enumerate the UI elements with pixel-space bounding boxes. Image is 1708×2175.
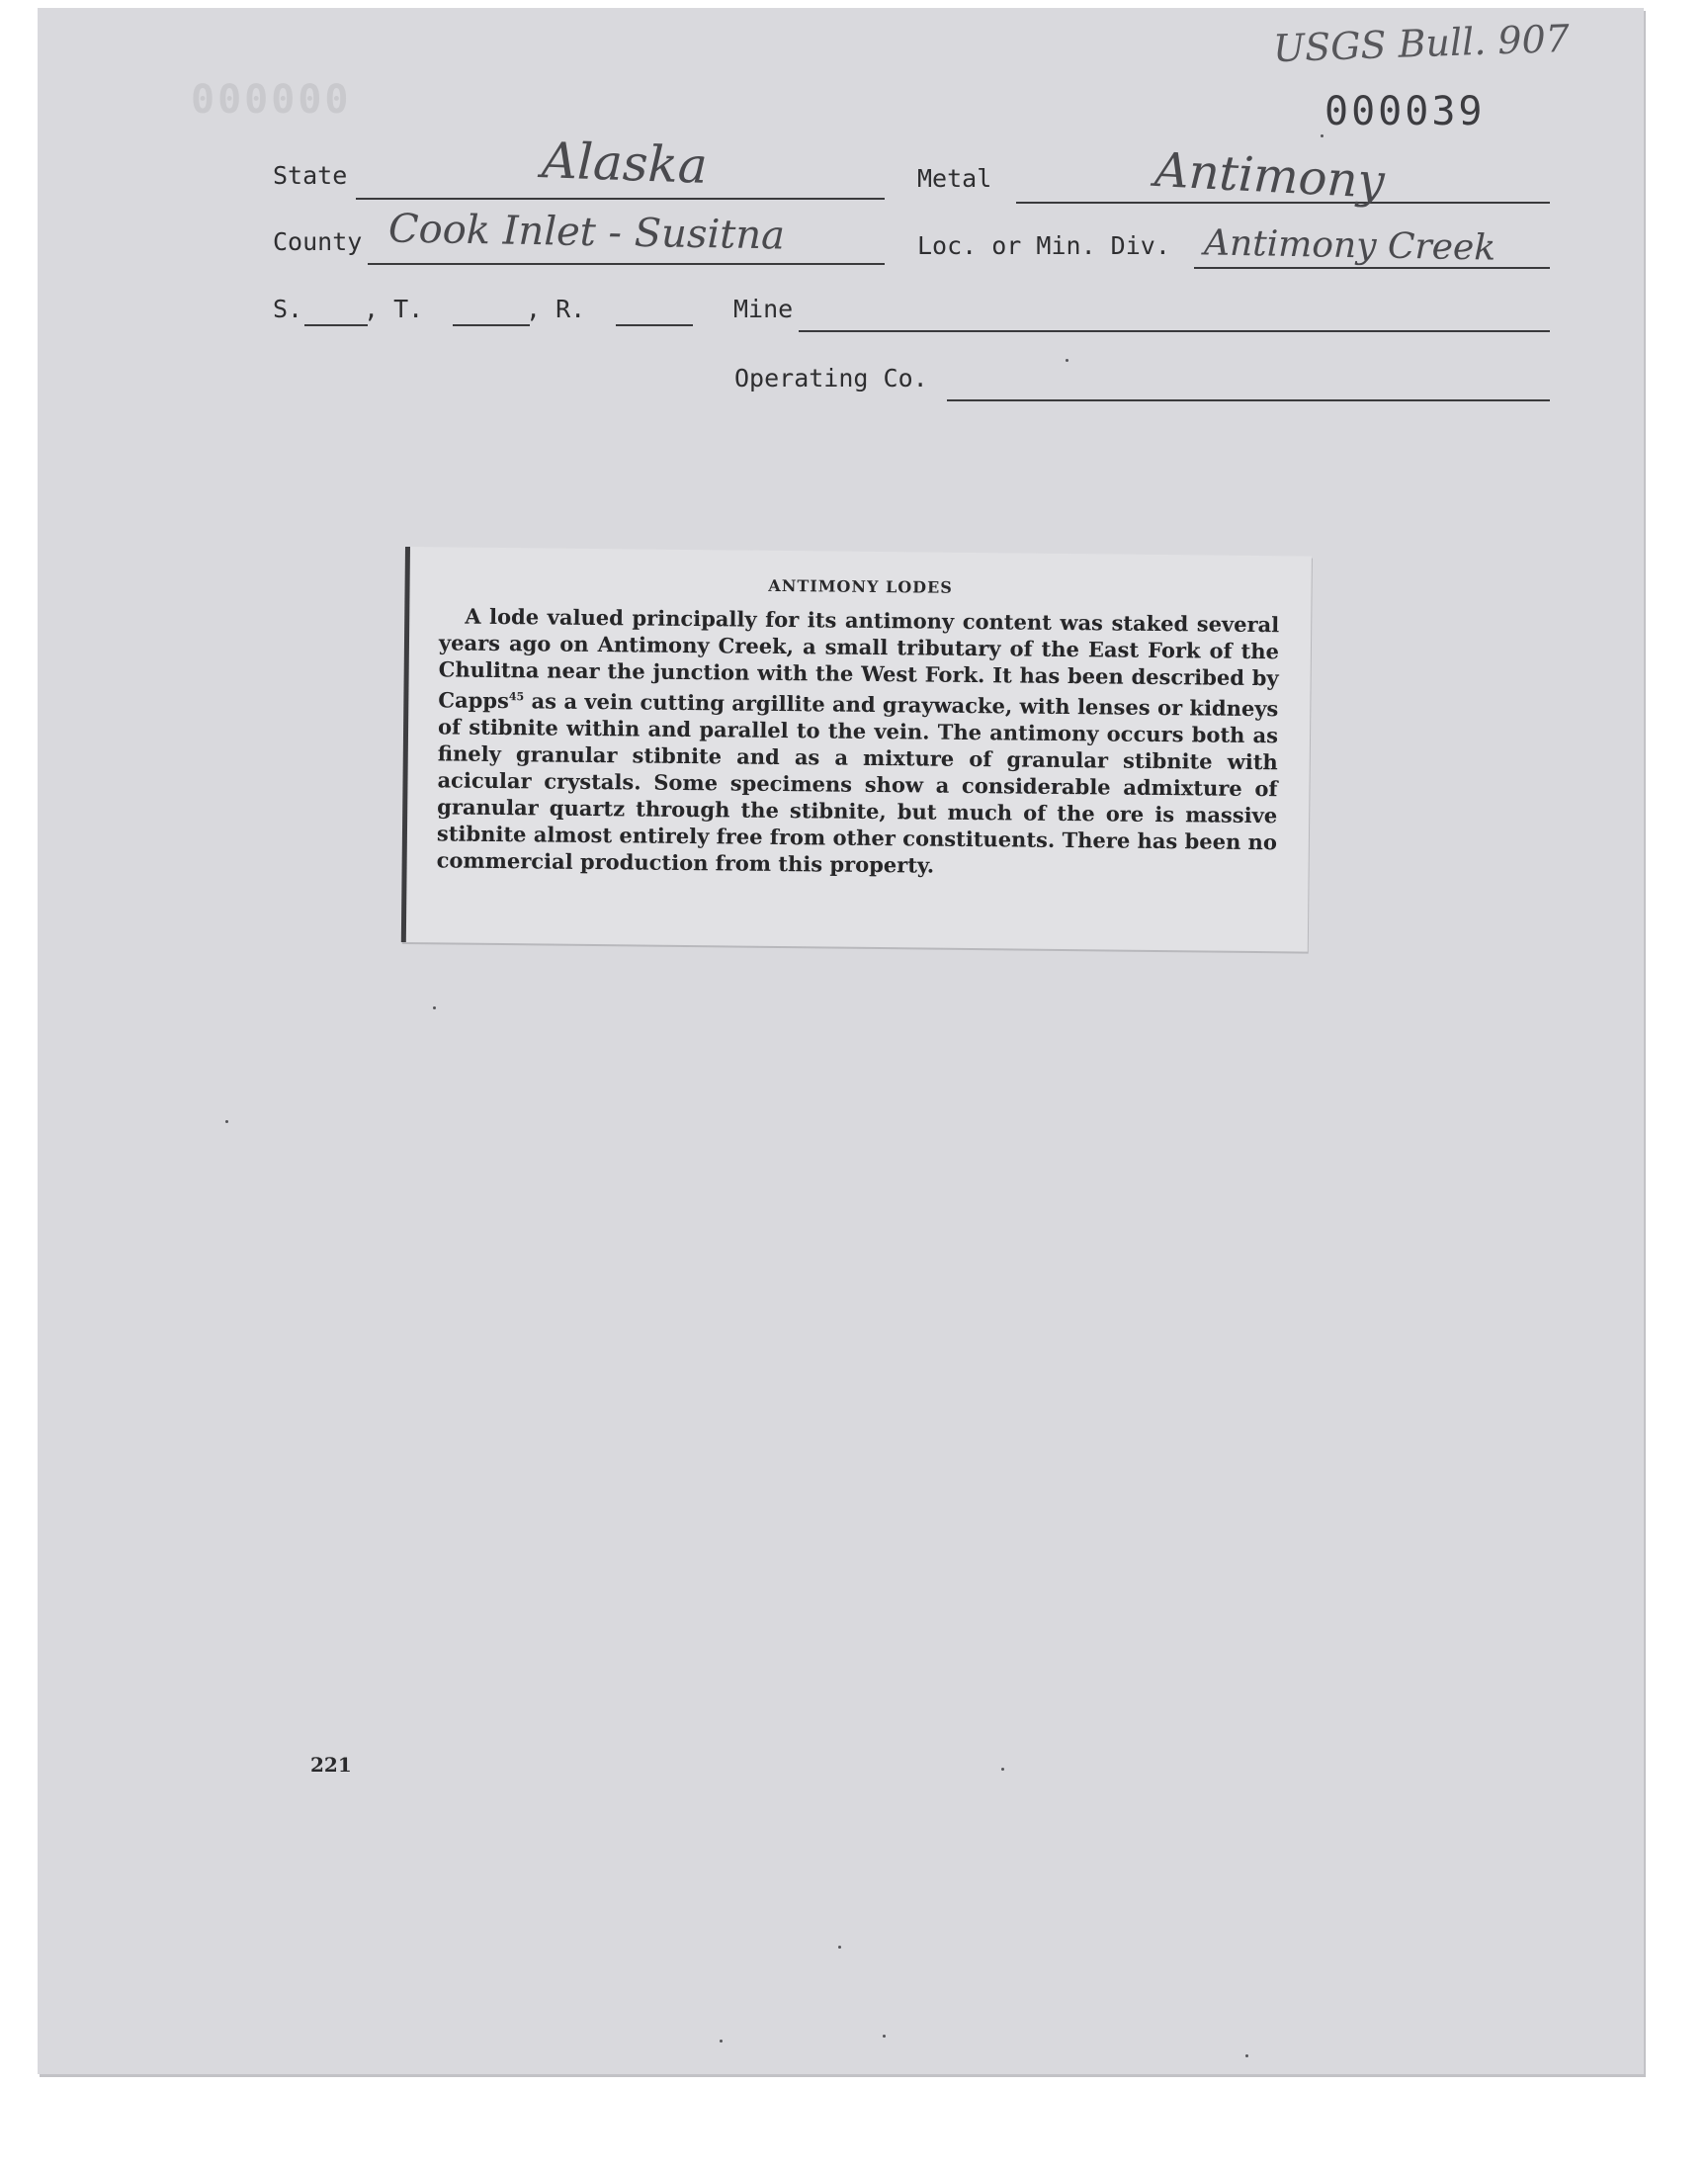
section-label: S.: [273, 295, 303, 323]
speck: [225, 1120, 228, 1123]
township-line: [453, 324, 530, 326]
mine-line: [799, 330, 1550, 332]
state-label: State: [273, 161, 348, 190]
speck: [1245, 2054, 1248, 2057]
loc-label: Loc. or Min. Div.: [917, 231, 1170, 260]
mine-label: Mine: [733, 295, 794, 323]
county-value: Cook Inlet - Susitna: [387, 206, 786, 259]
speck: [1321, 134, 1324, 137]
range-label: , R.: [526, 295, 586, 323]
clipping-text-part-1: A lode valued principally for its antimony content was staked several years ago on Antimony Creek, a small tributary of the East Fork of the Chulitna near the junction with the West Fork. It has been described by Capps: [438, 603, 1280, 714]
antimony-lodes-clipping: [401, 547, 1312, 952]
township-label: , T.: [364, 295, 424, 323]
faint-stamp-number: 000000: [191, 77, 352, 123]
loc-line: [1194, 267, 1550, 269]
speck: [838, 1946, 841, 1949]
state-line: [356, 198, 885, 200]
footnote-reference: 45: [508, 690, 525, 704]
speck: [720, 2040, 723, 2043]
metal-value: Antimony: [1153, 141, 1386, 211]
range-line: [616, 324, 693, 326]
clipping-paragraph: [437, 602, 1280, 882]
state-value: Alaska: [541, 131, 709, 195]
speck: [1001, 1768, 1004, 1771]
handwritten-reference: USGS Bull. 907: [1272, 16, 1571, 71]
operating-line: [947, 399, 1550, 401]
county-line: [368, 263, 885, 265]
operating-label: Operating Co.: [734, 364, 928, 392]
county-label: County: [273, 227, 363, 256]
paper-sheet: [38, 8, 1644, 2074]
document-number-stamp: 000039: [1324, 89, 1486, 134]
speck: [1066, 359, 1068, 362]
clipping-title: ANTIMONY LODES: [768, 575, 953, 597]
metal-label: Metal: [917, 164, 992, 193]
section-line: [304, 324, 368, 326]
speck: [433, 1006, 436, 1009]
loc-value: Antimony Creek: [1203, 222, 1496, 269]
page-number: 221: [310, 1753, 352, 1777]
clipping-text-part-2: as a vein cutting argillite and graywacke, with lenses or kidneys of stibnite within and parallel to the vein. The antimony occurs both as finely granular stibnite and as a mixture of granular stibnite with acicular crystals. Some specimens show a considerable admixture of granular quartz through the stibnite, but much of the ore is massive stibnite almost entirely free from other constituents. There has been no commercial production from this property.: [436, 688, 1279, 878]
speck: [883, 2035, 886, 2038]
